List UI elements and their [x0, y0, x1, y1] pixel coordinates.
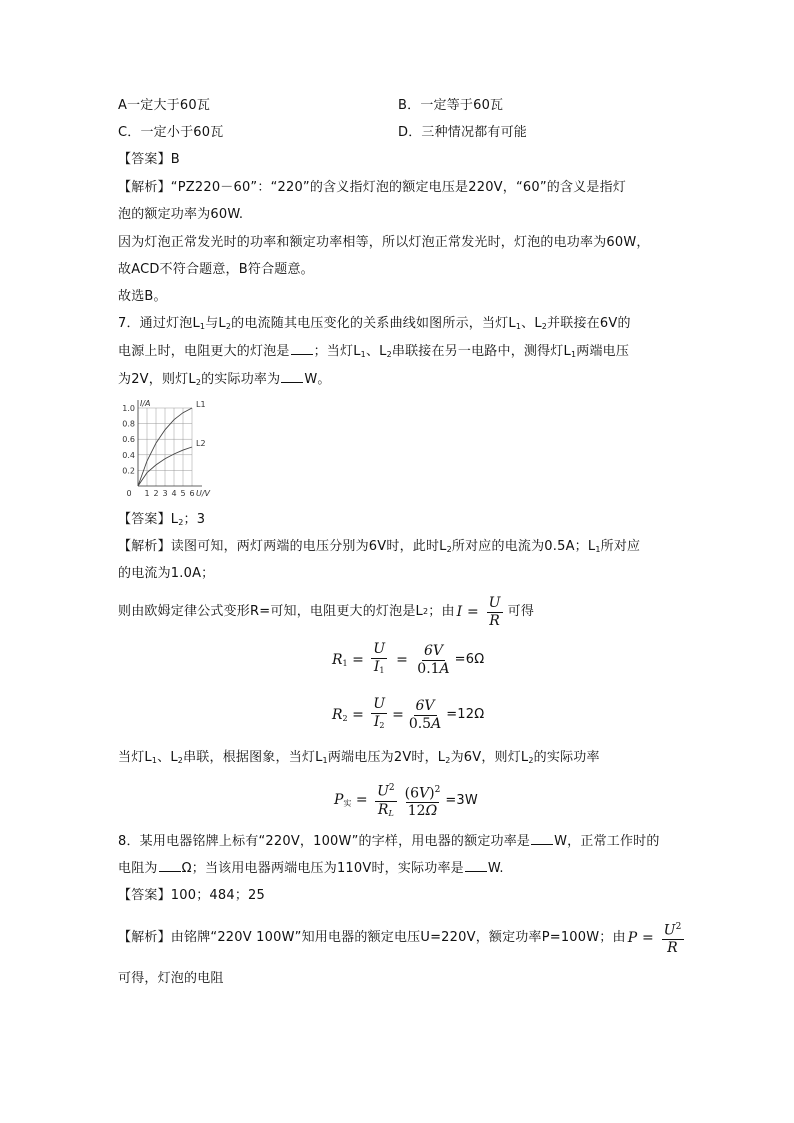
q7-analysis-line3: 则由欧姆定律公式变形R=可知，电阻更大的灯泡是L 2 ；由 I = $\frac{U}{R}$ 可得 [118, 594, 535, 629]
q7-question-line2: 电源上时，电阻更大的灯泡是 ；当灯$L_1$、$L_2$串联接在另一电路中，测得灯$L_1$两端电压 [118, 344, 630, 359]
q8-analysis-line2: 可得，灯泡的电阻 [118, 971, 224, 986]
iu-graph [118, 396, 218, 502]
q7-question-line3: 为2V，则灯$L_2$的实际功率为 W。 [118, 372, 331, 387]
x-tick-label: 4 [171, 489, 177, 498]
x-tick-label: 0 [126, 489, 132, 498]
q6-conclusion: 故选B。 [118, 289, 167, 304]
q7-analysis-line2: 的电流为1.0A； [118, 566, 215, 581]
option-d: D．三种情况都有可能 [398, 125, 528, 140]
q6-answer: 【答案】B [118, 152, 180, 167]
series-label-l2: L2 [196, 439, 206, 448]
answer-blank [465, 859, 487, 872]
y-tick-label: 0.4 [122, 450, 135, 460]
q8-question-line1: 8．某用电器铭牌上标有“220V，100W”的字样，用电器的额定功率是 W，正常工作时的 [118, 834, 660, 849]
x-axis-label: U/V [196, 489, 211, 498]
answer-blank [291, 342, 313, 355]
answer-blank [281, 370, 303, 383]
q8-answer: 【答案】100；484；25 [118, 888, 265, 903]
option-c: C．一定小于60瓦 [118, 125, 224, 140]
chart-axes [138, 400, 202, 486]
ohm-law-formula: I = $\frac{U}{R}$ [456, 594, 501, 629]
power-formula: P = $\frac{U^2}{R}$ [628, 918, 687, 958]
y-tick-label: 1.0 [122, 404, 135, 413]
q7-analysis-line4: 当灯$L_1$、$L_2$串联，根据图象，当灯$L_1$两端电压为2V时，$L_2$为6V，则灯$L_2$的实际功率 [118, 750, 600, 765]
q6-analysis-line3: 因为灯泡正常发光时的功率和额定功率相等，所以灯泡正常发光时，灯泡的电功率为60W， [118, 235, 650, 250]
power-equation: $P_实$ = $\frac{U^2}{R_L}$ $\frac{(6V)^2}{12\Omega}$ =3W [334, 780, 478, 822]
y-tick-label: 0.6 [122, 435, 135, 445]
x-tick-label: 2 [153, 489, 159, 498]
option-b: B．一定等于60瓦 [398, 98, 504, 113]
x-tick-label: 6 [189, 489, 195, 498]
q7-analysis-line1: 【解析】读图可知，两灯两端的电压分别为6V时，此时$L_2$所对应的电流为0.5A；$L_1$所对应 [118, 539, 641, 554]
r2-equation: $R_2$ = $\frac{U}{I_2}$ = $\frac{6V}{0.5A}$ =12Ω [332, 696, 485, 732]
q6-analysis-line2: 泡的额定功率为60W. [118, 207, 244, 222]
q8-analysis-line1: 【解析】由铭牌“220V 100W”知用电器的额定电压U=220V，额定功率P=100W；由 P = $\frac{U^2}{R}$ [118, 918, 687, 958]
x-tick-label: 3 [162, 489, 168, 498]
q8-question-line2: 电阻为 Ω；当该用电器两端电压为110V时，实际功率是 W. [118, 861, 504, 876]
q7-answer: 【答案】$L_2$；3 [118, 512, 206, 527]
q6-analysis-line1: 【解析】“PZ220－60”：“220”的含义指灯泡的额定电压是220V，“60”的含义是指灯 [118, 180, 626, 195]
y-tick-label: 0.8 [122, 419, 135, 429]
series-label-l1: L1 [196, 400, 206, 409]
y-axis-label: I/A [140, 399, 151, 408]
chart-labels [122, 399, 210, 498]
answer-blank [531, 832, 553, 845]
x-tick-label: 5 [180, 489, 186, 498]
x-tick-label: 1 [144, 489, 150, 498]
q7-question-line1: 7．通过灯泡$L_1$与$L_2$的电流随其电压变化的关系曲线如图所示，当灯$L_1$、$L_2$并联接在6V的 [118, 316, 631, 331]
r1-equation: $R_1$ = $\frac{U}{I_1}$ = $\frac{6V}{0.1A}$ =6Ω [332, 641, 485, 677]
answer-blank [159, 859, 181, 872]
y-tick-label: 0.2 [122, 466, 135, 476]
option-a: A一定大于60瓦 [118, 98, 211, 113]
q6-analysis-line4: 故ACD不符合题意，B符合题意。 [118, 262, 314, 277]
